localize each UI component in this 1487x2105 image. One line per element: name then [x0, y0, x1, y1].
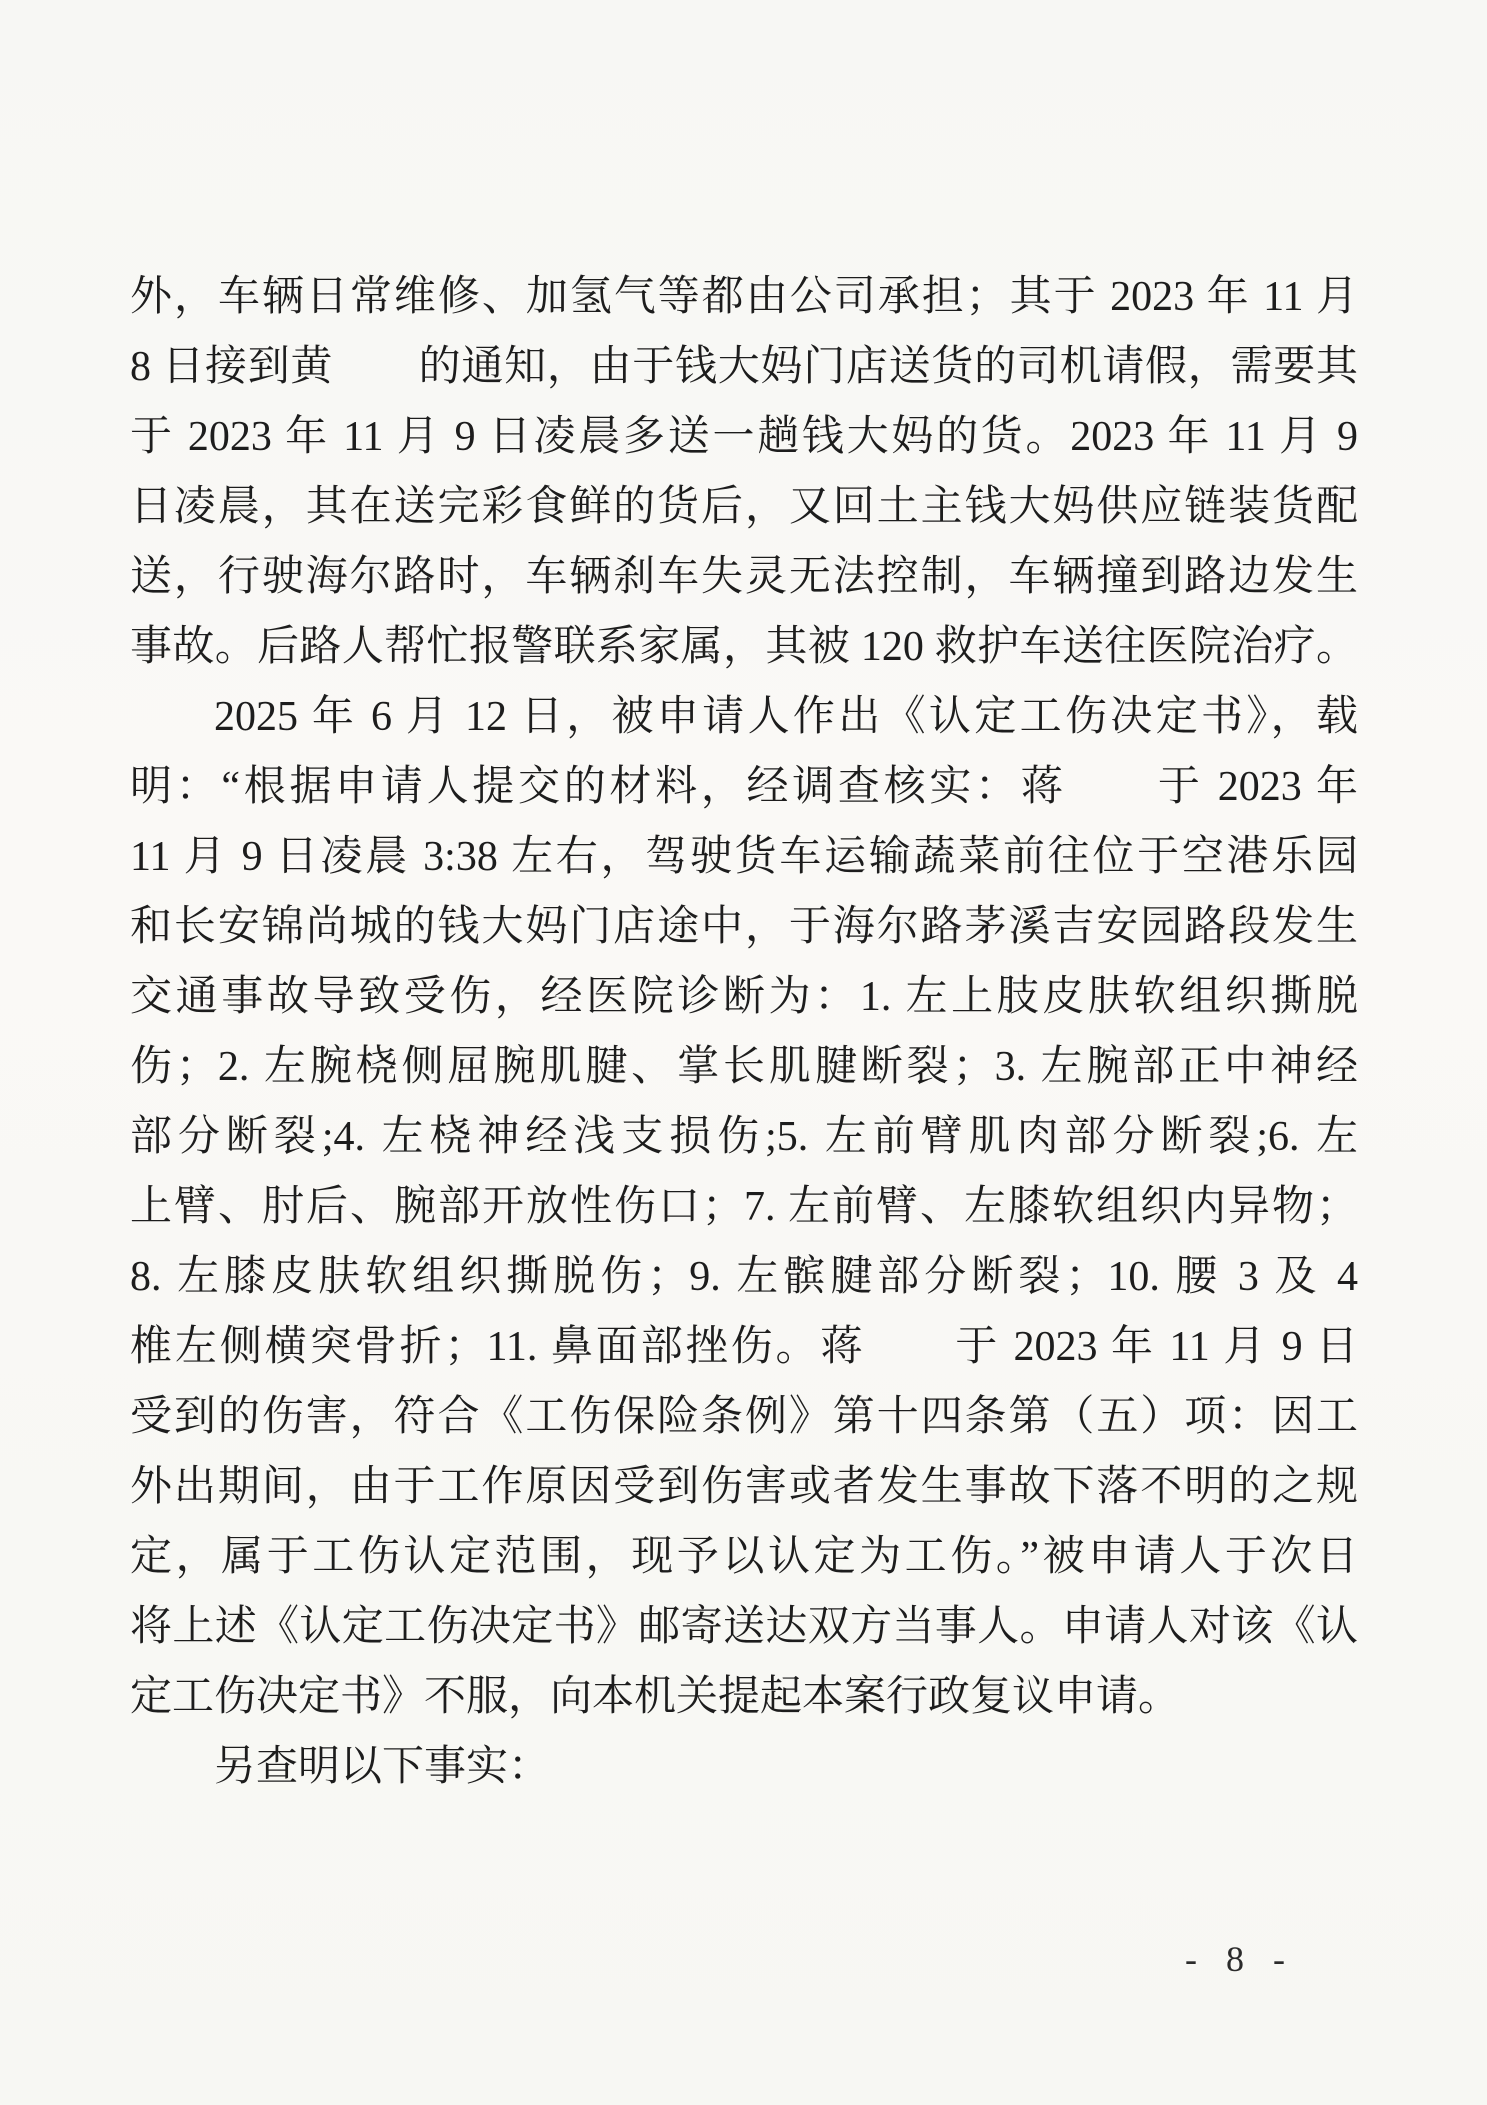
- text-line: 明：“根据申请人提交的材料，经调查核实：蒋 于 2023 年: [130, 764, 1358, 810]
- text-line: 2025 年 6 月 12 日，被申请人作出《认定工伤决定书》，载: [214, 694, 1358, 740]
- text-line: 另查明以下事实：: [214, 1744, 551, 1790]
- text-line: 椎左侧横突骨折；11. 鼻面部挫伤。蒋 于 2023 年 11 月 9 日: [130, 1324, 1358, 1370]
- text-line: 交通事故导致受伤，经医院诊断为：1. 左上肢皮肤软组织撕脱: [130, 974, 1358, 1020]
- document-body: [130, 262, 1358, 1802]
- text-line: 送，行驶海尔路时，车辆刹车失灵无法控制，车辆撞到路边发生: [130, 554, 1358, 600]
- text-line: 8. 左膝皮肤软组织撕脱伤；9. 左髌腱部分断裂；10. 腰 3 及 4: [130, 1254, 1358, 1300]
- text-line: 定，属于工伤认定范围，现予以认定为工伤。”被申请人于次日: [130, 1534, 1358, 1580]
- text-line: 定工伤决定书》不服，向本机关提起本案行政复议申请。: [130, 1674, 1181, 1720]
- text-line: 外，车辆日常维修、加氢气等都由公司承担；其于 2023 年 11 月: [130, 274, 1358, 320]
- text-line: 外出期间，由于工作原因受到伤害或者发生事故下落不明的之规: [130, 1464, 1358, 1510]
- page-number: - 8 -: [1185, 1939, 1295, 1979]
- text-line: 8 日接到黄 的通知，由于钱大妈门店送货的司机请假，需要其: [130, 344, 1358, 390]
- text-line: 受到的伤害，符合《工伤保险条例》第十四条第（五）项：因工: [130, 1394, 1358, 1440]
- text-line: 11 月 9 日凌晨 3:38 左右，驾驶货车运输蔬菜前往位于空港乐园: [130, 834, 1358, 880]
- text-line: 于 2023 年 11 月 9 日凌晨多送一趟钱大妈的货。2023 年 11 月 9: [130, 414, 1358, 460]
- text-line: 和长安锦尚城的钱大妈门店途中，于海尔路茅溪吉安园路段发生: [130, 904, 1358, 950]
- text-line: 伤；2. 左腕桡侧屈腕肌腱、掌长肌腱断裂；3. 左腕部正中神经: [130, 1044, 1358, 1090]
- text-line: 上臂、肘后、腕部开放性伤口；7. 左前臂、左膝软组织内异物；: [130, 1184, 1358, 1230]
- text-line: 将上述《认定工伤决定书》邮寄送达双方当事人。申请人对该《认: [130, 1604, 1358, 1650]
- text-line: 部分断裂;4. 左桡神经浅支损伤;5. 左前臂肌肉部分断裂;6. 左: [130, 1114, 1358, 1160]
- text-line: 日凌晨，其在送完彩食鲜的货后，又回土主钱大妈供应链装货配: [130, 484, 1358, 530]
- text-line: 事故。后路人帮忙报警联系家属，其被 120 救护车送往医院治疗。: [130, 624, 1358, 670]
